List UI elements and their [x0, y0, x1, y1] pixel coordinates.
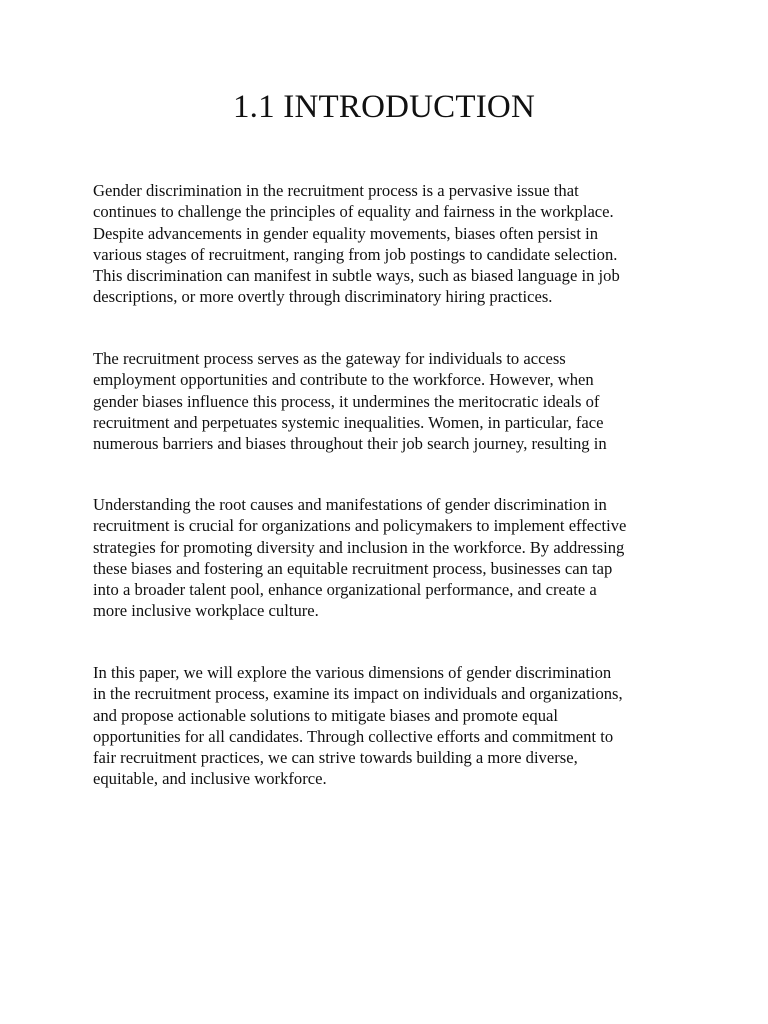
text-line: in the recruitment process, examine its impact on individuals and organizations, [93, 684, 623, 704]
text-line: more inclusive workplace culture. [93, 601, 319, 621]
text-line: descriptions, or more overtly through discriminatory hiring practices. [93, 287, 553, 307]
text-line: continues to challenge the principles of equality and fairness in the workplace. [93, 202, 614, 222]
text-line: Despite advancements in gender equality movements, biases often persist in [93, 223, 599, 243]
text-line: The recruitment process serves as the gateway for individuals to access [93, 349, 566, 368]
text-line: equitable, and inclusive workforce. [93, 769, 327, 789]
paragraph-4 [93, 662, 683, 790]
text-line: strategies for promoting diversity and inclusion in the workforce. By addressing [93, 537, 625, 557]
text-line: fair recruitment practices, we can strive towards building a more diverse, [93, 748, 578, 768]
text-line: This discrimination can manifest in subtle ways, such as biased language in job [93, 266, 620, 286]
text-line: employment opportunities and contribute to the workforce. However, when [93, 370, 594, 390]
text-line: various stages of recruitment, ranging from job postings to candidate selection. [93, 244, 618, 264]
paragraph-3 [93, 494, 683, 622]
paragraph-1 [93, 180, 683, 308]
text-line: opportunities for all candidates. Through collective efforts and commitment to [93, 726, 614, 746]
paragraph-2 [93, 348, 683, 454]
text-line: into a broader talent pool, enhance organizational performance, and create a [93, 580, 597, 600]
text-line: and propose actionable solutions to mitigate biases and promote equal [93, 705, 558, 725]
text-line: gender biases influence this process, it undermines the meritocratic ideals of [93, 391, 600, 411]
text-line: these biases and fostering an equitable recruitment process, businesses can tap [93, 558, 613, 578]
text-line: Understanding the root causes and manifestations of gender discrimination in [93, 495, 607, 514]
text-line: In this paper, we will explore the various dimensions of gender discrimination [93, 663, 612, 682]
text-line: numerous barriers and biases throughout their job search journey, resulting in [93, 434, 607, 454]
text-line: recruitment and perpetuates systemic inequalities. Women, in particular, face [93, 412, 604, 432]
page-title: 1.1 INTRODUCTION [232, 89, 535, 125]
text-line: Gender discrimination in the recruitment process is a pervasive issue that [93, 181, 579, 200]
text-line: recruitment is crucial for organizations and policymakers to implement effective [93, 516, 627, 536]
